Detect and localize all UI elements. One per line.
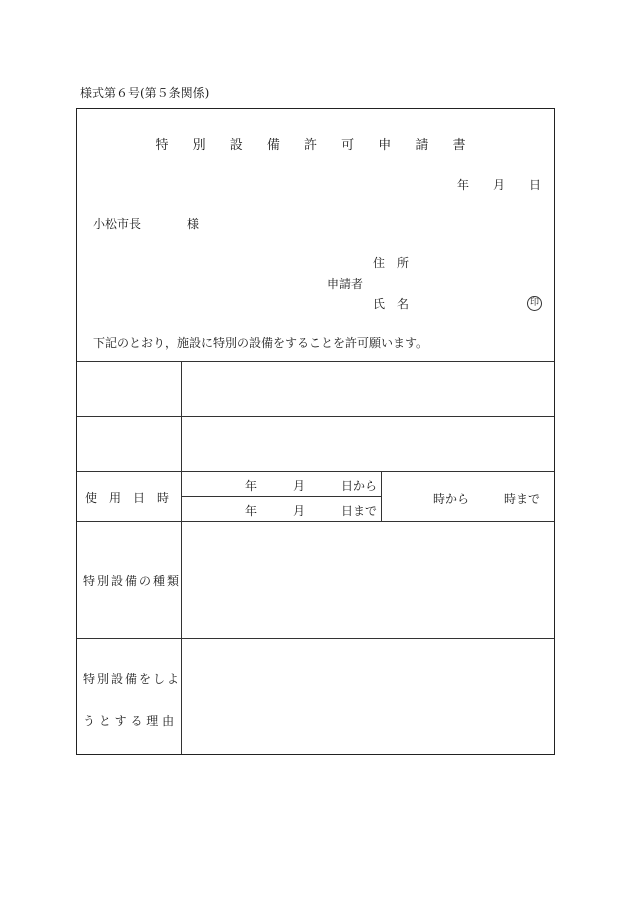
to-day: 日まで xyxy=(341,504,378,518)
addressee-honorific: 様 xyxy=(187,217,200,231)
row-divider xyxy=(77,521,554,522)
statement-text: 下記のとおり，施設に特別の設備をすることを許可願います。 xyxy=(93,336,429,350)
time-from: 時から xyxy=(433,492,470,506)
date-month: 月 xyxy=(493,178,506,192)
from-month: 月 xyxy=(293,479,306,493)
date-year: 年 xyxy=(457,178,470,192)
from-day: 日から xyxy=(341,479,378,493)
equipment-type-label: 特別設備の種類 xyxy=(83,574,182,588)
reason-label-line1: 特別設備をしよ xyxy=(83,672,182,686)
name-label: 氏 名 xyxy=(373,297,410,311)
row-divider xyxy=(77,471,554,472)
column-divider xyxy=(181,361,182,754)
time-to: 時まで xyxy=(504,492,541,506)
column-divider xyxy=(381,471,382,521)
applicant-label: 申請者 xyxy=(327,277,364,291)
addressee-name: 小松市長 xyxy=(93,217,142,231)
form-number: 様式第６号(第５条関係) xyxy=(80,86,210,100)
row-divider xyxy=(77,638,554,639)
form-title: 特 別 設 備 許 可 申 請 書 xyxy=(155,138,476,153)
reason-label-line2: う と す る 理 由 xyxy=(83,714,175,728)
row-divider xyxy=(77,416,554,417)
row-divider xyxy=(181,496,381,497)
date-day: 日 xyxy=(529,178,542,192)
seal-icon: 印 xyxy=(527,296,542,311)
application-form xyxy=(76,108,555,755)
address-label: 住 所 xyxy=(373,256,410,270)
to-month: 月 xyxy=(293,504,306,518)
to-year: 年 xyxy=(245,504,258,518)
from-year: 年 xyxy=(245,479,258,493)
usage-datetime-label: 使 用 日 時 xyxy=(85,491,170,505)
row-divider xyxy=(77,361,554,362)
